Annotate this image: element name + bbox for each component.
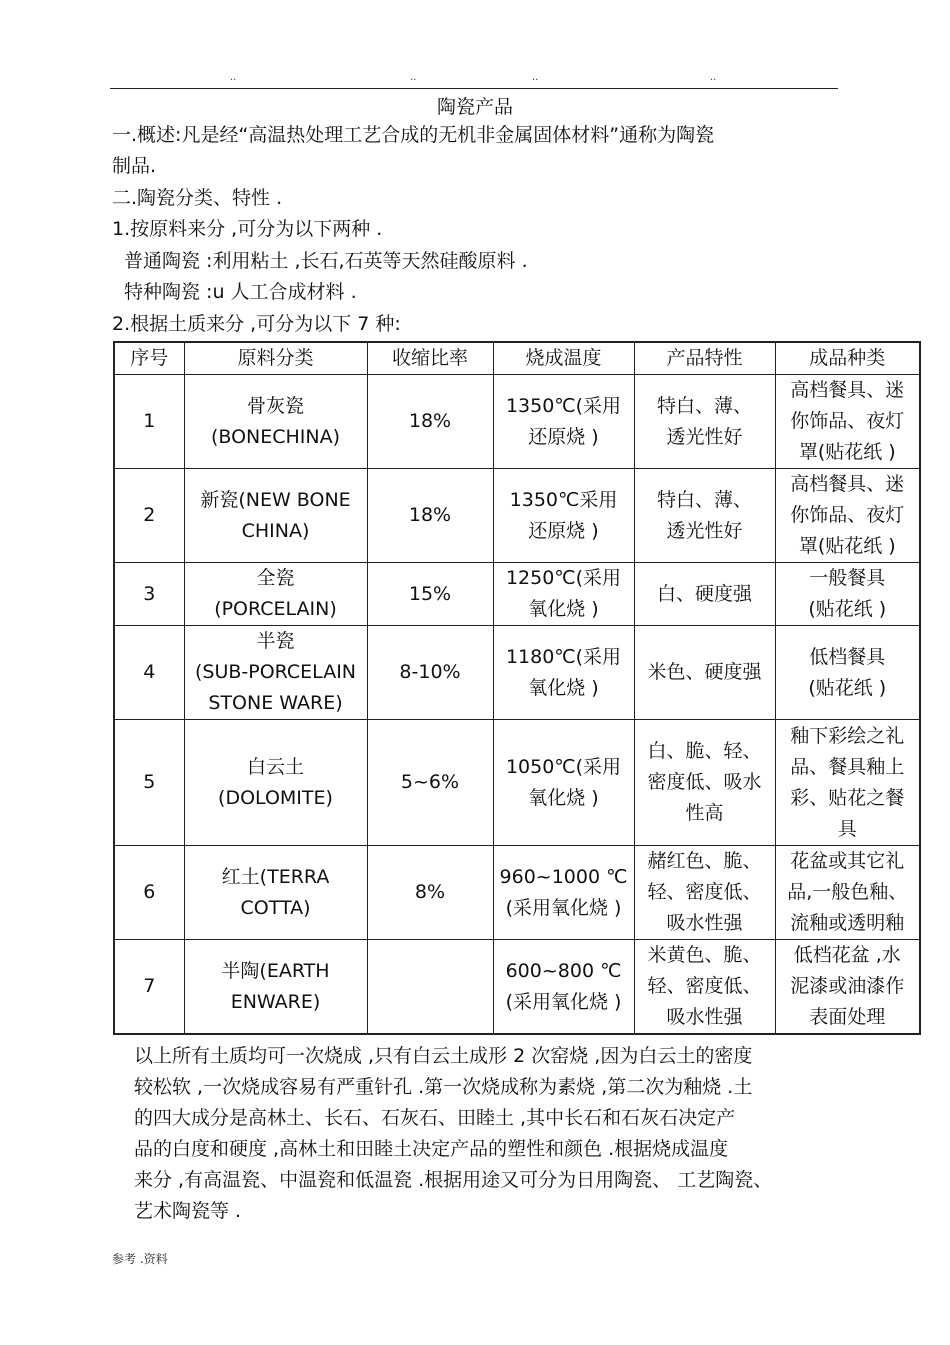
cell-props-line: 米黄色、脆、 (647, 944, 762, 966)
cell-props (634, 469, 775, 563)
cell-temp-line: 还原烧 ) (528, 425, 599, 448)
cell-material (184, 469, 367, 563)
page-title: 陶瓷产品 (436, 96, 513, 118)
cell-props-line: 密度低、吸水 (647, 771, 762, 793)
cell-props-line: 轻、密度低、 (647, 975, 762, 997)
cell-material (184, 720, 367, 846)
summary-line: 品的白度和硬度 ,高林土和田睦土决定产品的塑性和颜色 .根据烧成温度 (134, 1138, 729, 1160)
table-row (114, 469, 920, 563)
cell-no: 1 (114, 375, 184, 469)
cell-products-line: (贴花纸 ) (808, 676, 887, 699)
table-row (114, 375, 920, 469)
cell-products (775, 469, 920, 563)
cell-props-line: 性高 (685, 802, 724, 824)
cell-material-line: 新瓷(NEW BONE (200, 488, 351, 511)
cell-products-line: (贴花纸 ) (808, 598, 887, 620)
header-material: 原料分类 (184, 342, 367, 375)
cell-products (775, 375, 920, 469)
cell-products (775, 846, 920, 940)
ceramics-table (113, 341, 921, 1035)
type-line: 普通陶瓷 :利用粘土 ,长石,石英等天然硅酸原料 . (124, 250, 528, 272)
header-dot: .. (410, 72, 417, 83)
cell-products-line: 你饰品、夜灯 (790, 410, 905, 432)
cell-props-line: 白、脆、轻、 (647, 740, 762, 762)
cell-products-line: 花盆或其它礼 (790, 850, 905, 872)
cell-shrink: 8% (367, 846, 493, 940)
cell-temp (493, 563, 634, 626)
cell-temp (493, 375, 634, 469)
cell-material-line: (DOLOMITE) (218, 786, 333, 809)
table-row (114, 720, 920, 846)
cell-temp-line: (采用氧化烧 ) (505, 896, 622, 919)
cell-shrink: 15% (367, 563, 493, 626)
intro-line: 1.按原料来分 ,可分为以下两种 . (112, 218, 383, 240)
type-line: 特种陶瓷 :u 人工合成材料 . (124, 281, 357, 303)
cell-products-line: 品,一般色釉、 (787, 881, 908, 903)
cell-products-line: 低档餐具 (809, 645, 886, 668)
cell-products-line: 表面处理 (809, 1006, 886, 1028)
cell-props-line: 米色、硬度强 (647, 661, 762, 683)
summary-paragraph (134, 1041, 854, 1227)
cell-temp (493, 940, 634, 1035)
cell-props-line: 轻、密度低、 (647, 881, 762, 903)
cell-props (634, 940, 775, 1035)
cell-no: 3 (114, 563, 184, 626)
cell-material-line: 全瓷 (256, 567, 295, 589)
table-row (114, 940, 920, 1035)
cell-products-line: 高档餐具、迷 (790, 473, 905, 495)
cell-material (184, 846, 367, 940)
cell-material-line: COTTA) (240, 896, 311, 919)
cell-products-line: 泥漆或油漆作 (790, 975, 905, 997)
summary-line: 较松软 ,一次烧成容易有严重针孔 .第一次烧成称为素烧 ,第二次为釉烧 .土 (134, 1076, 753, 1098)
cell-props-line: 透光性好 (666, 519, 743, 542)
footer-note: 参考 .资料 (112, 1252, 168, 1266)
cell-no: 2 (114, 469, 184, 563)
cell-temp-line: 1250℃(采用 (505, 567, 622, 589)
header-rule (110, 88, 838, 89)
cell-products (775, 563, 920, 626)
cell-material-line: (PORCELAIN) (214, 598, 337, 620)
header-dot: .. (710, 72, 717, 83)
cell-products-line: 一般餐具 (809, 567, 886, 589)
summary-line: 的四大成分是高林土、长石、石灰石、田睦土 ,其中长石和石灰石决定产 (134, 1107, 736, 1129)
cell-temp-line: 600~800 ℃ (505, 959, 622, 982)
cell-material-line: (BONECHINA) (210, 425, 341, 448)
cell-material-line: 半瓷 (256, 630, 295, 652)
cell-temp-line: (采用氧化烧 ) (505, 990, 622, 1013)
summary-line: 以上所有土质均可一次烧成 ,只有白云土成形 2 次窑烧 ,因为白云土的密度 (134, 1045, 753, 1067)
cell-props-line: 吸水性强 (666, 912, 743, 934)
summary-line: 艺术陶瓷等 . (134, 1200, 242, 1222)
cell-shrink: 5~6% (367, 720, 493, 846)
cell-material-line: (SUB-PORCELAIN (194, 661, 357, 683)
header-no: 序号 (114, 342, 184, 375)
header-products: 成品种类 (775, 342, 920, 375)
cell-products-line: 你饰品、夜灯 (790, 504, 905, 526)
table-header-row (114, 342, 920, 375)
table-row (114, 846, 920, 940)
cell-products (775, 940, 920, 1035)
cell-props (634, 626, 775, 720)
table-row (114, 563, 920, 626)
cell-material-line: ENWARE) (230, 990, 321, 1013)
cell-material (184, 626, 367, 720)
header-temp: 烧成温度 (493, 342, 634, 375)
cell-props-line: 特白、薄、 (656, 394, 752, 417)
cell-material (184, 375, 367, 469)
cell-props-line: 白、硬度强 (656, 582, 752, 605)
cell-material-line: 白云土 (246, 755, 304, 778)
cell-props-line: 赭红色、脆、 (647, 850, 762, 872)
cell-material-line: CHINA) (241, 519, 310, 542)
cell-temp-line: 氧化烧 ) (528, 676, 599, 699)
table-intro: 2.根据土质来分 ,可分为以下 7 种: (112, 313, 401, 335)
cell-products-line: 釉下彩绘之礼 (790, 724, 905, 747)
cell-products-line: 流釉或透明釉 (790, 912, 905, 934)
cell-temp-line: 960~1000 ℃ (499, 865, 628, 888)
table-row (114, 626, 920, 720)
cell-temp (493, 469, 634, 563)
cell-products-line: 高档餐具、迷 (790, 379, 905, 401)
summary-line: 来分 ,有高温瓷、中温瓷和低温瓷 .根据用途又可分为日用陶瓷、 工艺陶瓷、 (134, 1169, 773, 1191)
cell-shrink: 18% (367, 469, 493, 563)
cell-props-line: 特白、薄、 (656, 488, 752, 511)
intro-line: 一.概述:凡是经“高温热处理工艺合成的无机非金属固体材料”通称为陶瓷 (112, 124, 715, 146)
cell-props (634, 846, 775, 940)
cell-temp-line: 还原烧 ) (528, 519, 599, 542)
cell-products (775, 626, 920, 720)
cell-no: 6 (114, 846, 184, 940)
cell-temp-line: 1350℃(采用 (505, 394, 622, 417)
cell-temp-line: 氧化烧 ) (528, 786, 599, 809)
cell-products-line: 罩(贴花纸 ) (798, 441, 896, 463)
cell-temp-line: 1350℃采用 (509, 488, 618, 511)
cell-temp (493, 720, 634, 846)
cell-temp-line: 1050℃(采用 (505, 755, 622, 778)
cell-material-line: 骨灰瓷 (246, 394, 304, 417)
cell-material (184, 940, 367, 1035)
header-props: 产品特性 (634, 342, 775, 375)
cell-products-line: 具 (837, 817, 857, 840)
cell-temp-line: 氧化烧 ) (528, 598, 599, 620)
cell-products (775, 720, 920, 846)
header-dot: .. (532, 72, 539, 83)
cell-props (634, 720, 775, 846)
cell-temp (493, 626, 634, 720)
cell-products-line: 罩(贴花纸 ) (798, 535, 896, 557)
cell-temp-line: 1180℃(采用 (505, 645, 622, 668)
cell-no: 5 (114, 720, 184, 846)
cell-material-line: STONE WARE) (208, 692, 343, 714)
header-dots (110, 72, 838, 86)
cell-no: 4 (114, 626, 184, 720)
cell-shrink: 18% (367, 375, 493, 469)
cell-shrink: 8-10% (367, 626, 493, 720)
intro-line: 制品. (112, 155, 157, 177)
cell-temp (493, 846, 634, 940)
cell-shrink (367, 940, 493, 1035)
cell-props (634, 563, 775, 626)
cell-no: 7 (114, 940, 184, 1035)
cell-material (184, 563, 367, 626)
cell-props-line: 透光性好 (666, 425, 743, 448)
cell-props (634, 375, 775, 469)
cell-products-line: 彩、贴花之餐 (790, 786, 905, 809)
header-dot: .. (230, 72, 237, 83)
cell-material-line: 红土(TERRA (221, 865, 330, 888)
cell-material-line: 半陶(EARTH (221, 959, 330, 982)
cell-products-line: 品、餐具釉上 (790, 755, 905, 778)
intro-line: 二.陶瓷分类、特性 . (112, 187, 283, 209)
cell-props-line: 吸水性强 (666, 1006, 743, 1028)
cell-products-line: 低档花盆 ,水 (793, 944, 901, 966)
header-shrink: 收缩比率 (367, 342, 493, 375)
